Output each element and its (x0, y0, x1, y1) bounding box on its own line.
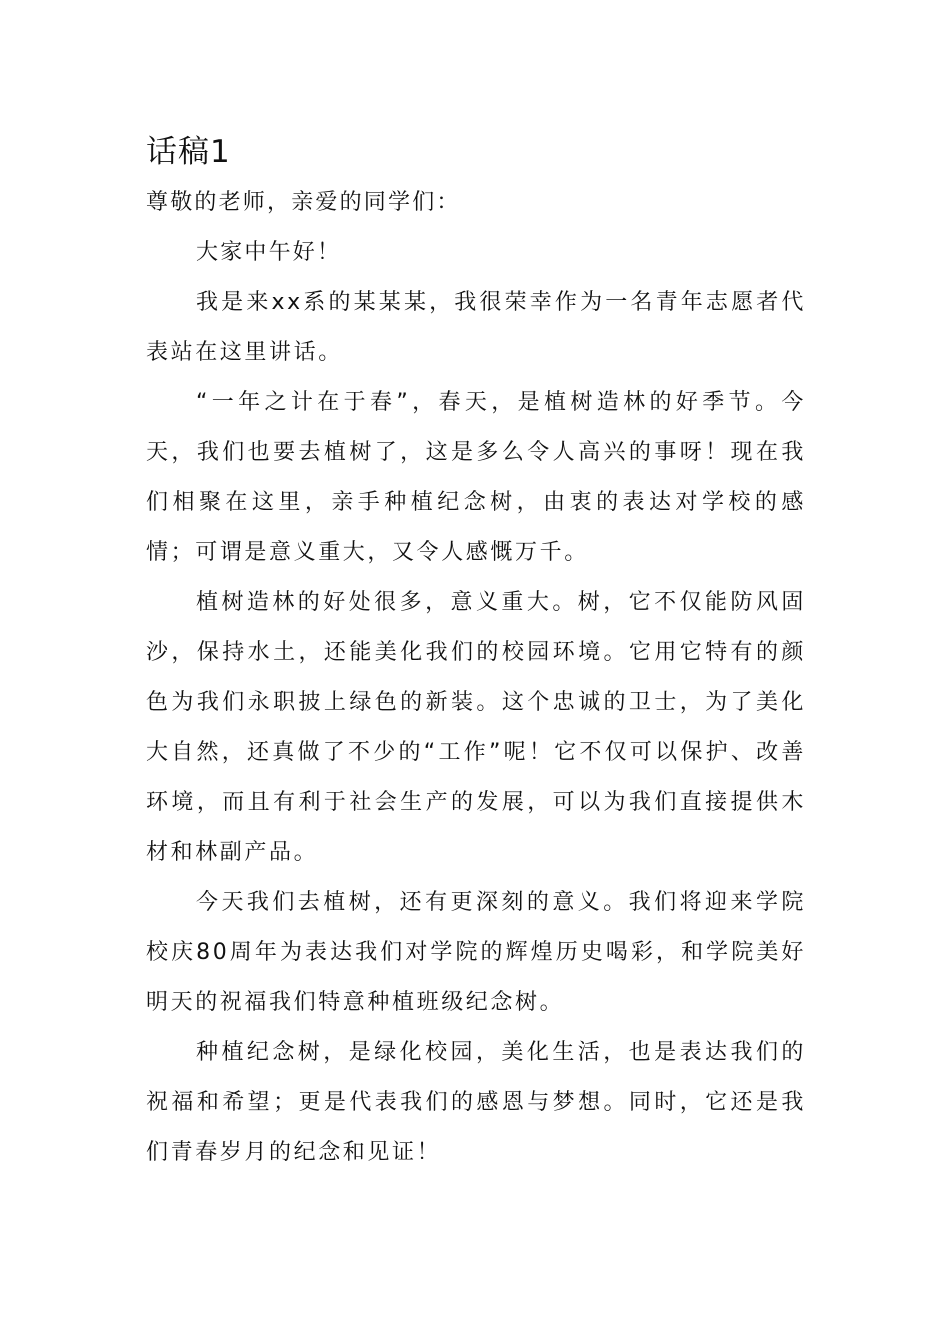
paragraph-spring: “一年之计在于春”，春天，是植树造林的好季节。今天，我们也要去植树了，这是多么令人高兴的事呀！现在我们相聚在这里，亲手种植纪念树，由衷的表达对学校的感情；可谓是意义重大，又令人感慨万千。 (146, 390, 806, 565)
paragraph-introduction: 我是来xx系的某某某，我很荣幸作为一名青年志愿者代表站在这里讲话。 (146, 290, 806, 365)
document-body (146, 128, 806, 1178)
paragraph-greeting: 大家中午好！ (196, 240, 342, 265)
salutation: 尊敬的老师，亲爱的同学们： (146, 190, 461, 215)
document-title: 话稿1 (146, 134, 231, 170)
paragraph-anniversary: 今天我们去植树，还有更深刻的意义。我们将迎来学院校庆80周年为表达我们对学院的辉煌历史喝彩，和学院美好明天的祝福我们特意种植班级纪念树。 (146, 890, 806, 1015)
paragraph-tree-benefits: 植树造林的好处很多，意义重大。树，它不仅能防风固沙，保持水土，还能美化我们的校园环境。它用它特有的颜色为我们永职披上绿色的新装。这个忠诚的卫士，为了美化大自然，还真做了不少的“工作”呢！它不仅可以保护、改善环境，而且有利于社会生产的发展，可以为我们直接提供木材和林副产品。 (146, 590, 806, 865)
paragraph-memorial-tree: 种植纪念树，是绿化校园，美化生活，也是表达我们的祝福和希望；更是代表我们的感恩与梦想。同时，它还是我们青春岁月的纪念和见证！ (146, 1040, 806, 1165)
